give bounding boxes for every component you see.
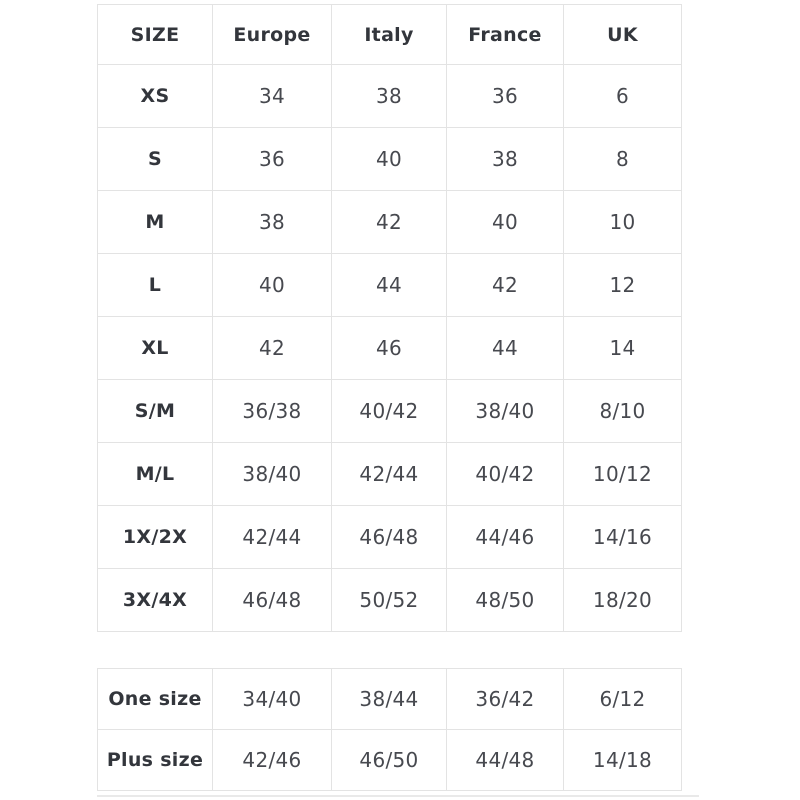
size-value-cell: 48/50 bbox=[447, 569, 564, 632]
size-value-cell: 40 bbox=[213, 254, 332, 317]
size-value-cell: 40 bbox=[447, 191, 564, 254]
size-value-cell: 12 bbox=[564, 254, 682, 317]
size-value-cell: 38/44 bbox=[332, 669, 447, 730]
size-value-cell: 34 bbox=[213, 65, 332, 128]
column-header-size: SIZE bbox=[98, 5, 213, 65]
column-header-italy: Italy bbox=[332, 5, 447, 65]
column-header-europe: Europe bbox=[213, 5, 332, 65]
row-label: 1X/2X bbox=[98, 506, 213, 569]
size-value-cell: 46/48 bbox=[213, 569, 332, 632]
size-value-cell: 36 bbox=[447, 65, 564, 128]
size-value-cell: 36/42 bbox=[447, 669, 564, 730]
size-value-cell: 14 bbox=[564, 317, 682, 380]
header-row bbox=[98, 5, 682, 65]
size-value-cell: 38 bbox=[213, 191, 332, 254]
size-value-cell: 44 bbox=[447, 317, 564, 380]
size-value-cell: 14/18 bbox=[564, 730, 682, 791]
size-value-cell: 42/44 bbox=[213, 506, 332, 569]
size-value-cell: 42 bbox=[213, 317, 332, 380]
size-value-cell: 46/48 bbox=[332, 506, 447, 569]
size-value-cell: 10/12 bbox=[564, 443, 682, 506]
size-value-cell: 8/10 bbox=[564, 380, 682, 443]
size-value-cell: 44 bbox=[332, 254, 447, 317]
size-value-cell: 50/52 bbox=[332, 569, 447, 632]
table-row bbox=[98, 730, 682, 791]
size-value-cell: 38 bbox=[447, 128, 564, 191]
size-value-cell: 6/12 bbox=[564, 669, 682, 730]
size-value-cell: 6 bbox=[564, 65, 682, 128]
size-value-cell: 46 bbox=[332, 317, 447, 380]
size-value-cell: 38/40 bbox=[447, 380, 564, 443]
size-value-cell: 36 bbox=[213, 128, 332, 191]
size-value-cell: 40/42 bbox=[332, 380, 447, 443]
size-value-cell: 36/38 bbox=[213, 380, 332, 443]
size-value-cell: 40 bbox=[332, 128, 447, 191]
table-row bbox=[98, 380, 682, 443]
row-label: 3X/4X bbox=[98, 569, 213, 632]
row-label: S bbox=[98, 128, 213, 191]
size-value-cell: 38/40 bbox=[213, 443, 332, 506]
size-value-cell: 42 bbox=[332, 191, 447, 254]
row-label: M bbox=[98, 191, 213, 254]
table-row bbox=[98, 191, 682, 254]
column-header-france: France bbox=[447, 5, 564, 65]
size-value-cell: 40/42 bbox=[447, 443, 564, 506]
row-label: One size bbox=[98, 669, 213, 730]
row-label: XS bbox=[98, 65, 213, 128]
size-value-cell: 14/16 bbox=[564, 506, 682, 569]
size-value-cell: 38 bbox=[332, 65, 447, 128]
table-row bbox=[98, 443, 682, 506]
row-label: XL bbox=[98, 317, 213, 380]
table-row bbox=[98, 569, 682, 632]
size-value-cell: 10 bbox=[564, 191, 682, 254]
row-label: S/M bbox=[98, 380, 213, 443]
table-row bbox=[98, 254, 682, 317]
row-label: M/L bbox=[98, 443, 213, 506]
table-row bbox=[98, 506, 682, 569]
size-value-cell: 46/50 bbox=[332, 730, 447, 791]
size-value-cell: 18/20 bbox=[564, 569, 682, 632]
table-row bbox=[98, 65, 682, 128]
supplement-table-body bbox=[98, 669, 682, 791]
table-row bbox=[98, 317, 682, 380]
size-table-header bbox=[98, 5, 682, 65]
size-value-cell: 34/40 bbox=[213, 669, 332, 730]
size-conversion-table bbox=[97, 4, 682, 632]
table-row bbox=[98, 669, 682, 730]
size-value-cell: 44/46 bbox=[447, 506, 564, 569]
size-value-cell: 42/44 bbox=[332, 443, 447, 506]
size-value-cell: 42 bbox=[447, 254, 564, 317]
column-header-uk: UK bbox=[564, 5, 682, 65]
row-label: L bbox=[98, 254, 213, 317]
size-value-cell: 44/48 bbox=[447, 730, 564, 791]
size-value-cell: 8 bbox=[564, 128, 682, 191]
row-label: Plus size bbox=[98, 730, 213, 791]
supplement-size-table bbox=[97, 668, 682, 791]
size-table-body bbox=[98, 65, 682, 632]
table-row bbox=[98, 128, 682, 191]
bottom-divider bbox=[97, 795, 699, 797]
size-value-cell: 42/46 bbox=[213, 730, 332, 791]
